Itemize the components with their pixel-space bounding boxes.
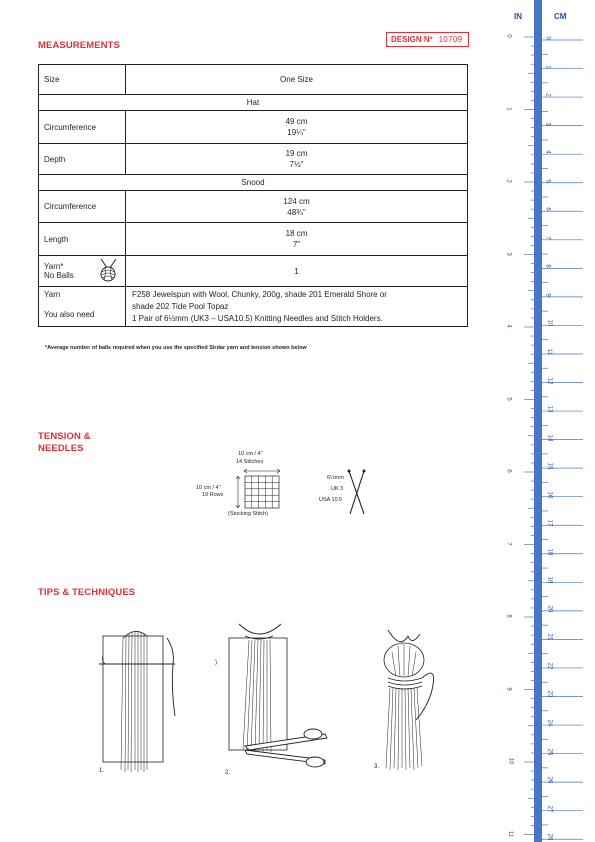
ruler-ticks xyxy=(498,0,595,842)
table-row xyxy=(39,287,468,303)
yarn-balls-cell xyxy=(39,256,126,287)
tassel-step-2-illustration xyxy=(215,620,335,780)
tassel-step-1-illustration xyxy=(95,620,195,780)
snood-circumference-value xyxy=(126,191,468,223)
ruler-inch-label: IN xyxy=(514,12,522,21)
yarn-value-line-2: shade 202 Tide Pool Topaz xyxy=(132,301,229,311)
needle-size-uk: UK 3 xyxy=(331,486,344,492)
size-value: One Size xyxy=(126,65,468,95)
ruler-inch-number: 5 xyxy=(505,396,512,401)
tension-grid-icon xyxy=(232,468,284,512)
yarn-value-line-1: F258 Jewelspun with Wool, Chunky, 200g, shade 201 Emerald Shore or xyxy=(132,289,387,299)
ruler-cm-number: 2 xyxy=(544,93,551,97)
tension-stitch-type: (Stocking Stitch) xyxy=(228,511,269,517)
ruler-cm-number: 18 xyxy=(546,548,553,556)
ruler-cm-number: 9 xyxy=(544,293,551,297)
ruler-inch-number: 2 xyxy=(505,179,512,183)
step-2-caption: 2. xyxy=(225,770,231,776)
design-number: 10709 xyxy=(438,35,463,44)
step-1-caption: 1. xyxy=(99,768,105,774)
ruler-cm-number: 17 xyxy=(546,519,553,527)
ruler-cm-number: 20 xyxy=(546,605,553,613)
measuring-ruler xyxy=(498,0,595,842)
stray-mark: ) xyxy=(215,660,217,666)
tips-heading: TIPS & TECHNIQUES xyxy=(38,587,136,598)
ruler-inch-number: 9 xyxy=(505,686,512,691)
tension-diagram xyxy=(190,448,390,528)
needle-size-usa: USA 10.5 xyxy=(319,497,343,503)
table-row xyxy=(39,175,468,191)
snood-section-label: Snood xyxy=(39,175,468,191)
tassel-wrap-card-icon xyxy=(95,620,195,780)
table-row xyxy=(39,65,468,95)
ruler-cm-number: 13 xyxy=(546,405,553,413)
ruler-inch-number: 4 xyxy=(505,324,512,328)
yarn-balls-label-2: No Balls xyxy=(44,271,74,280)
footnote: *Average number of balls required when you use the specified Sirdar yarn and tension shown below xyxy=(45,345,307,351)
ruler-cm-number: 8 xyxy=(544,264,551,269)
length-cm: 18 cm xyxy=(285,229,308,238)
snood-circumference-cm: 124 cm xyxy=(283,196,310,206)
ruler-inch-number: 8 xyxy=(505,614,512,618)
ruler-inch-number: 1 xyxy=(505,106,512,111)
tension-heading-line-1: TENSION & xyxy=(38,431,91,442)
need-label: You also need xyxy=(39,303,126,327)
ruler-inch-number: 7 xyxy=(505,541,512,546)
tension-heading xyxy=(38,431,91,455)
design-number-box xyxy=(386,32,469,47)
ruler-cm-number: 22 xyxy=(546,662,553,670)
hat-circumference-cm: 49 cm xyxy=(285,117,308,126)
tension-stitches: 14 Stitches xyxy=(236,459,264,465)
hat-section-label: Hat xyxy=(39,95,468,111)
ruler-cm-number: 15 xyxy=(546,462,553,470)
depth-label: Depth xyxy=(39,144,126,175)
ruler-cm-number: 25 xyxy=(546,748,553,755)
ruler-cm-number: 27 xyxy=(546,805,553,812)
depth-cm: 19 cm xyxy=(285,149,308,158)
need-value: 1 Pair of 6½mm (UK3 – USA10.5) Knitting Needles and Stitch Holders. xyxy=(132,313,383,323)
tension-width-label: 10 cm / 4" xyxy=(238,451,263,457)
depth-in: 7½" xyxy=(289,160,304,169)
ruler-cm-number: 19 xyxy=(546,576,553,584)
ruler-cm-number: 5 xyxy=(544,179,551,183)
ruler-cm-number: 16 xyxy=(546,491,553,499)
ruler-cm-number: 21 xyxy=(546,634,553,641)
yarn-need-value xyxy=(126,287,468,327)
ruler-cm-number: 28 xyxy=(546,833,553,841)
ruler-inch-number: 6 xyxy=(505,469,512,473)
ruler-cm-number: 3 xyxy=(544,121,551,126)
ruler-cm-number: 24 xyxy=(546,719,553,727)
ruler-cm-number: 0 xyxy=(544,36,551,40)
table-row xyxy=(39,95,468,111)
yarn-label: Yarn xyxy=(39,287,126,303)
ruler-cm-number: 11 xyxy=(546,348,553,356)
design-number-label: DESIGN Nº xyxy=(391,35,433,44)
needle-size-mm: 6½mm xyxy=(327,475,344,481)
ruler-inch-number: 0 xyxy=(505,34,512,38)
snood-circumference-label: Circumference xyxy=(39,191,126,223)
step-3-caption: 3. xyxy=(374,764,380,770)
measurements-table xyxy=(38,64,468,327)
ruler-inch-number: 11 xyxy=(507,830,514,837)
ruler-cm-number: 6 xyxy=(544,207,551,211)
ruler-cm-number: 14 xyxy=(546,434,553,441)
tassel-tie-icon xyxy=(372,620,452,780)
ruler-inch-number: 10 xyxy=(507,757,514,765)
table-row xyxy=(39,111,468,144)
table-row xyxy=(39,223,468,256)
yarn-ball-icon xyxy=(97,258,119,282)
ruler-cm-number: 1 xyxy=(544,64,551,69)
tassel-step-3-illustration xyxy=(372,620,452,780)
ruler-cm-number: 23 xyxy=(546,691,553,698)
tassel-cut-icon xyxy=(215,620,335,780)
ruler-cm-label: CM xyxy=(554,12,567,21)
size-label: Size xyxy=(39,65,126,95)
ruler-inch-number: 3 xyxy=(505,251,512,256)
depth-value xyxy=(126,144,468,175)
tension-height-label: 10 cm / 4" xyxy=(196,485,221,491)
length-value xyxy=(126,223,468,256)
yarn-balls-label-1: Yarn* xyxy=(44,262,64,271)
ruler-cm-number: 12 xyxy=(546,377,553,384)
length-in: 7" xyxy=(292,240,301,249)
hat-circumference-in: 19¼" xyxy=(287,128,306,137)
tension-heading-line-2: NEEDLES xyxy=(38,443,84,454)
ruler-cm-number: 10 xyxy=(546,320,553,327)
hat-circumference-label: Circumference xyxy=(39,111,126,144)
ruler-cm-number: 26 xyxy=(546,776,553,784)
tension-rows: 19 Rows xyxy=(202,492,224,498)
hat-circumference-value xyxy=(126,111,468,144)
measurements-heading: MEASUREMENTS xyxy=(38,40,120,51)
length-label: Length xyxy=(39,223,126,256)
yarn-balls-value: 1 xyxy=(126,256,468,287)
table-row xyxy=(39,191,468,223)
ruler-cm-number: 7 xyxy=(544,236,551,240)
knitting-needles-icon xyxy=(346,468,368,516)
table-row xyxy=(39,256,468,287)
ruler-cm-number: 4 xyxy=(544,150,551,154)
table-row xyxy=(39,144,468,175)
snood-circumference-in: 48¾" xyxy=(287,207,306,217)
